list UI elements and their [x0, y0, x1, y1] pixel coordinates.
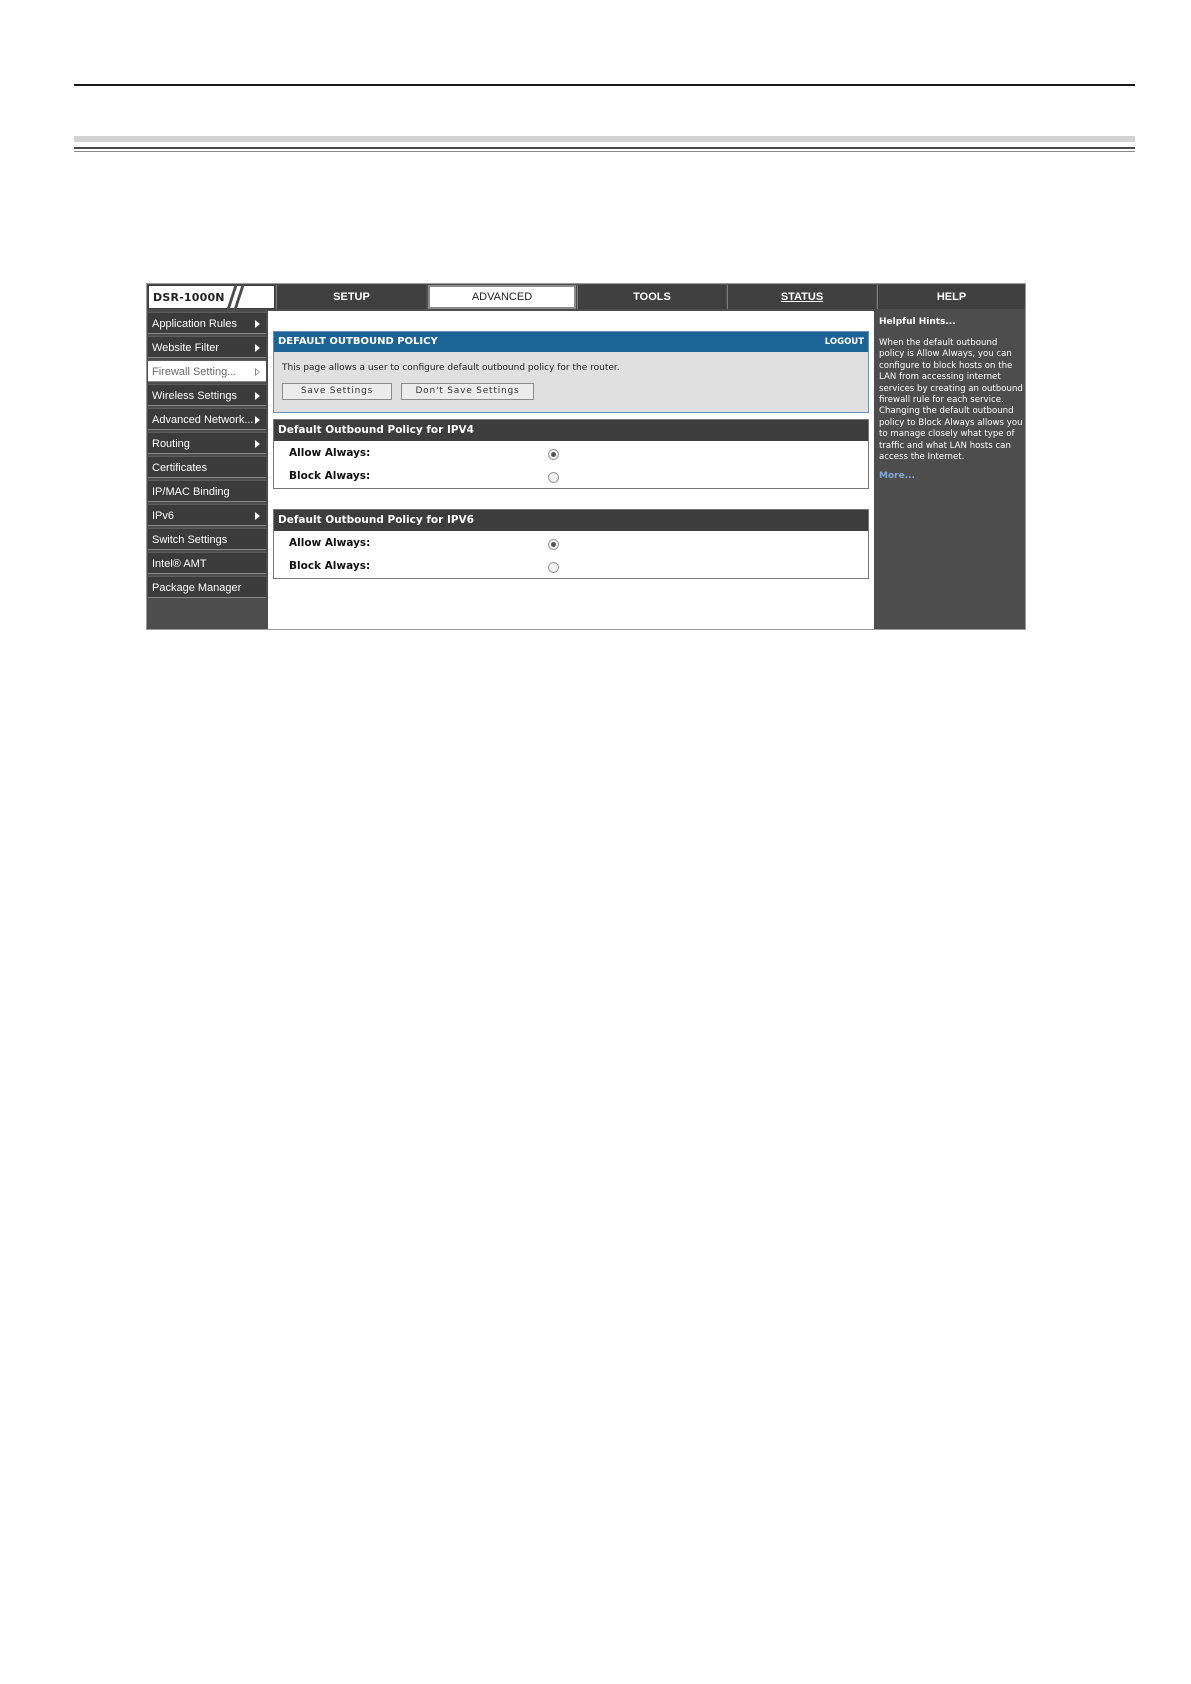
sidebar-item-switch-settings[interactable]: Switch Settings [148, 528, 266, 550]
top-navigation [147, 284, 1025, 310]
sidebar-item-routing[interactable]: Routing [148, 432, 266, 454]
ipv4-section-title: Default Outbound Policy for IPV4 [278, 424, 474, 436]
sidebar-item-website-filter[interactable]: Website Filter [148, 336, 266, 358]
sidebar-item-wireless-settings[interactable]: Wireless Settings [148, 384, 266, 406]
help-text: When the default outbound policy is Allow Always, you can configure to block hosts on the LAN from accessing internet services by creating an outbound firewall rule for each service. Changing the default outbound policy to Block Always allows you to manage closely what type of traffic and what LAN hosts can access the Internet. [879, 338, 1023, 463]
page-title: DEFAULT OUTBOUND POLICY [278, 336, 438, 347]
section-band [74, 136, 1135, 142]
section-rule [74, 147, 1135, 149]
ipv6-policy-section [273, 509, 869, 579]
tab-advanced[interactable]: ADVANCED [428, 285, 576, 309]
sidebar-item-ipv6[interactable]: IPv6 [148, 504, 266, 526]
help-title: Helpful Hints... [879, 317, 956, 327]
ipv4-policy-section [273, 419, 869, 489]
sidebar-item-firewall-settings[interactable]: Firewall Setting... [148, 360, 266, 382]
chevron-right-outline-icon [255, 368, 260, 376]
tab-status[interactable]: STATUS [727, 285, 876, 309]
page-description: This page allows a user to configure default outbound policy for the router. [282, 363, 620, 373]
sidebar-item-advanced-network[interactable]: Advanced Network... [148, 408, 266, 430]
sidebar-item-ip-mac-binding[interactable]: IP/MAC Binding [148, 480, 266, 502]
sidebar-menu [147, 311, 267, 629]
chevron-right-icon [255, 440, 260, 448]
ipv6-allow-radio[interactable] [548, 539, 559, 550]
help-more-link[interactable]: More... [879, 471, 915, 481]
sidebar-item-package-manager[interactable]: Package Manager [148, 576, 266, 598]
ipv4-section-header [274, 420, 868, 441]
dont-save-settings-button[interactable]: Don't Save Settings [401, 383, 534, 400]
sidebar-item-intel-amt[interactable]: Intel® AMT [148, 552, 266, 574]
sidebar-item-certificates[interactable]: Certificates [148, 456, 266, 478]
ipv6-section-header [274, 510, 868, 531]
section-rule-thin [74, 151, 1135, 152]
ipv4-allow-label: Allow Always: [289, 447, 371, 459]
chevron-right-icon [255, 512, 260, 520]
ipv4-allow-radio[interactable] [548, 449, 559, 460]
ipv6-block-radio[interactable] [548, 562, 559, 573]
ipv6-allow-label: Allow Always: [289, 537, 371, 549]
policy-panel-header [274, 332, 868, 352]
policy-panel [273, 331, 869, 413]
tab-tools[interactable]: TOOLS [577, 285, 726, 309]
chevron-right-icon [255, 320, 260, 328]
main-content [268, 311, 874, 629]
chevron-right-icon [255, 416, 260, 424]
chevron-right-icon [255, 392, 260, 400]
tab-help[interactable]: HELP [877, 285, 1025, 309]
help-panel [875, 311, 1025, 629]
sidebar-item-application-rules[interactable]: Application Rules [148, 312, 266, 334]
tab-setup[interactable]: SETUP [276, 285, 426, 309]
router-web-ui [146, 283, 1026, 630]
ipv6-block-label: Block Always: [289, 560, 371, 572]
ipv4-block-radio[interactable] [548, 472, 559, 483]
ipv4-block-label: Block Always: [289, 470, 371, 482]
page-header-rule [74, 84, 1135, 86]
logo-text: DSR-1000N [153, 291, 225, 304]
ipv6-section-title: Default Outbound Policy for IPV6 [278, 514, 474, 526]
product-logo [148, 285, 275, 309]
save-settings-button[interactable]: Save Settings [282, 383, 392, 400]
logout-link[interactable]: LOGOUT [824, 337, 864, 347]
chevron-right-icon [255, 344, 260, 352]
